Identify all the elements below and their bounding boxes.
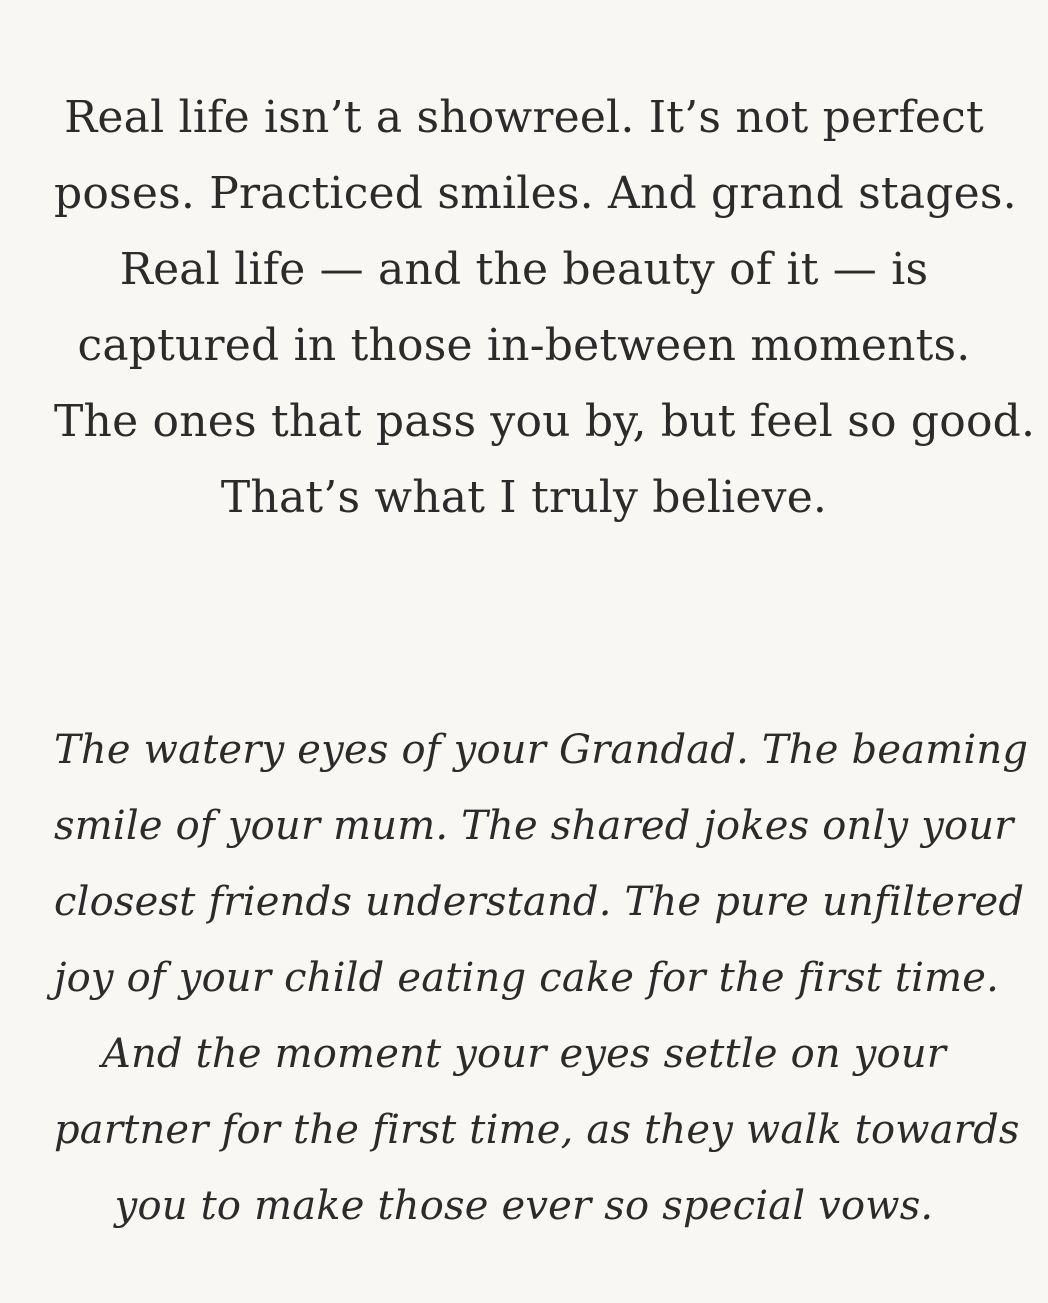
statement-line: The ones that pass you by, but feel so good. xyxy=(54,396,1036,447)
italic-line: you to make those ever so special vows. xyxy=(114,1183,934,1229)
statement-paragraph xyxy=(54,80,1036,536)
statement-line: That’s what I truly believe. xyxy=(220,472,828,523)
statement-line: Real life — and the beauty of it — is xyxy=(119,244,929,295)
italic-line: closest friends understand. The pure unfiltered xyxy=(54,879,1025,925)
italic-line: And the moment your eyes settle on your xyxy=(101,1031,947,1077)
italic-line: joy of your child eating cake for the first time. xyxy=(54,955,1000,1001)
statement-line: poses. Practiced smiles. And grand stages. xyxy=(54,168,1017,219)
italic-line: The watery eyes of your Grandad. The beaming xyxy=(54,727,1029,773)
statement-line: captured in those in-between moments. xyxy=(77,320,971,371)
italic-description-paragraph xyxy=(54,712,1029,1244)
statement-line: Real life isn’t a showreel. It’s not perfect xyxy=(64,92,984,143)
italic-line: partner for the first time, as they walk towards xyxy=(54,1107,1020,1153)
italic-line: smile of your mum. The shared jokes only your xyxy=(54,803,1014,849)
